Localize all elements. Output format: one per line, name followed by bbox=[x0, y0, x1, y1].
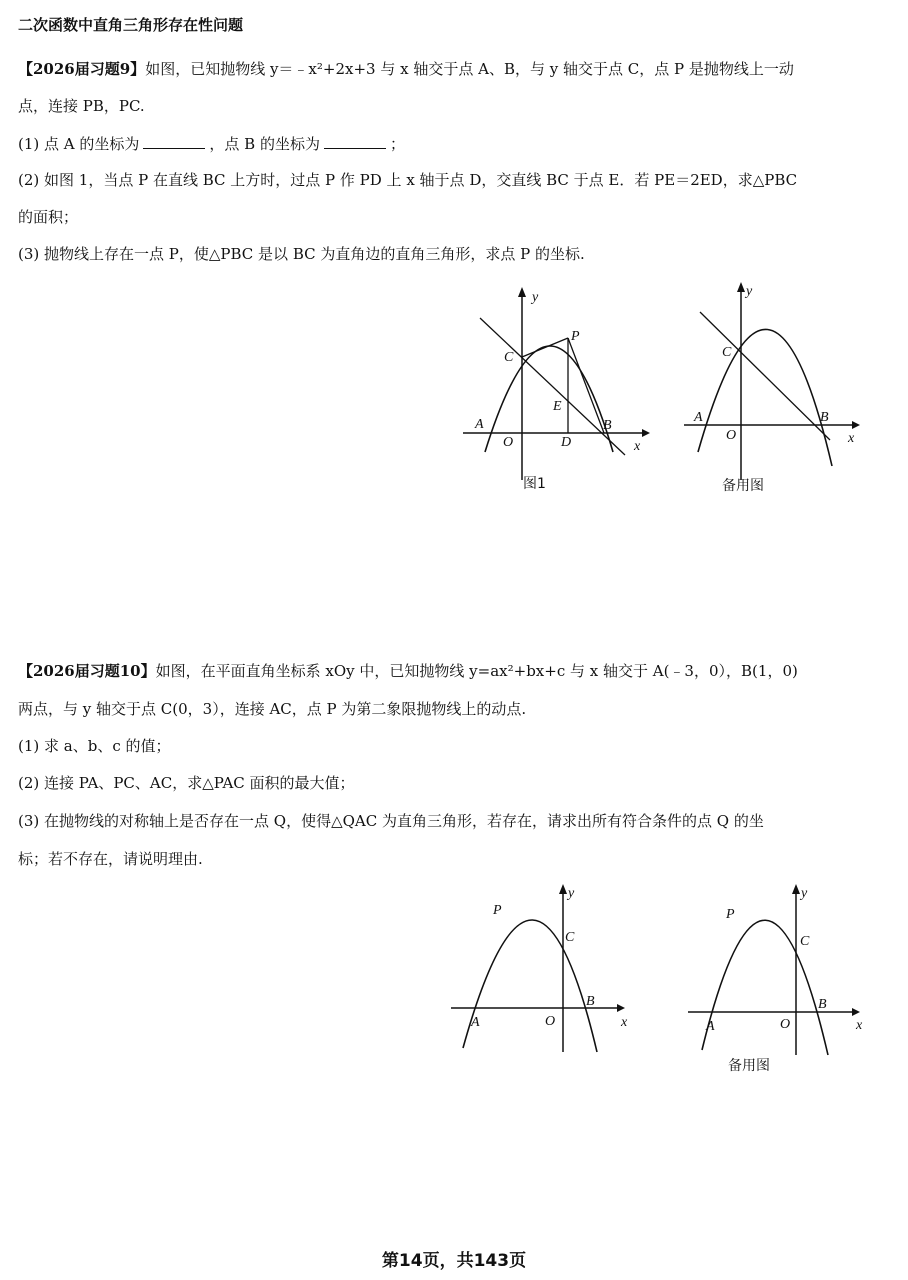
q10-part3-line2: 标；若不存在，请说明理由. bbox=[18, 850, 203, 868]
y-axis-arrow bbox=[792, 884, 800, 894]
label-a: A bbox=[694, 410, 703, 425]
parabola bbox=[698, 329, 832, 466]
answer-blank-a bbox=[143, 134, 205, 149]
q9-figure-1 bbox=[455, 280, 655, 495]
label-b: B bbox=[820, 410, 829, 425]
label-y: y bbox=[532, 290, 539, 305]
label-b: B bbox=[586, 994, 595, 1009]
caption-spare-figure: 备用图 bbox=[722, 478, 764, 494]
parabola bbox=[463, 920, 597, 1052]
line-bc bbox=[480, 318, 625, 455]
page-footer: 第14页，共143页 bbox=[381, 1251, 527, 1271]
label-o: O bbox=[503, 435, 514, 450]
label-y: y bbox=[568, 886, 575, 901]
y-axis-arrow bbox=[518, 287, 526, 297]
label-x: x bbox=[634, 439, 641, 454]
x-axis-arrow bbox=[852, 1008, 860, 1016]
q9-part1-a: (1) 点 A 的坐标为 bbox=[18, 135, 140, 153]
q9-part3: (3) 抛物线上存在一点 P，使△PBC 是以 BC 为直角边的直角三角形，求点 P 的坐标. bbox=[18, 245, 585, 263]
label-x: x bbox=[848, 431, 855, 446]
x-axis-arrow bbox=[852, 421, 860, 429]
q9-tag: 【2026届习题9】 bbox=[18, 60, 146, 78]
q9-line1 bbox=[18, 60, 884, 79]
label-p: P bbox=[726, 907, 735, 922]
label-p: P bbox=[493, 903, 502, 918]
answer-blank-b bbox=[324, 134, 386, 149]
label-c: C bbox=[722, 345, 732, 360]
label-b: B bbox=[603, 418, 612, 433]
q9-part2-line1: (2) 如图 1，当点 P 在直线 BC 上方时，过点 P 作 PD 上 x 轴于点 D，交直线 BC 于点 E．若 PE＝2ED，求△PBC bbox=[18, 171, 798, 189]
label-p: P bbox=[571, 329, 580, 344]
label-o: O bbox=[545, 1014, 556, 1029]
q9-part1-c: ； bbox=[389, 135, 405, 153]
label-a: A bbox=[471, 1015, 480, 1030]
q9-stem-1: 如图，已知抛物线 y＝﹣x²+2x+3 与 x 轴交于点 A、B，与 y 轴交于点 C，点 P 是抛物线上一动 bbox=[145, 60, 794, 78]
q10-part2: (2) 连接 PA、PC、AC，求△PAC 面积的最大值； bbox=[18, 774, 355, 792]
label-a: A bbox=[706, 1019, 715, 1034]
label-y: y bbox=[746, 284, 753, 299]
q10-stem-2: 两点，与 y 轴交于点 C(0，3），连接 AC，点 P 为第二象限抛物线上的动点. bbox=[18, 700, 527, 718]
q9-spare-figure bbox=[680, 280, 880, 495]
page-title: 二次函数中直角三角形存在性问题 bbox=[18, 16, 244, 34]
q9-part1 bbox=[18, 134, 884, 154]
q10-figure bbox=[445, 880, 645, 1060]
q10-line1 bbox=[18, 662, 884, 681]
q9-stem-2: 点，连接 PB，PC. bbox=[18, 97, 145, 115]
label-c: C bbox=[504, 350, 514, 365]
q10-tag: 【2026届习题10】 bbox=[18, 662, 156, 680]
caption-spare-figure: 备用图 bbox=[728, 1058, 770, 1074]
label-c: C bbox=[800, 934, 810, 949]
q9-part1-b: ，点 B 的坐标为 bbox=[209, 135, 320, 153]
label-b: B bbox=[818, 997, 827, 1012]
label-d: D bbox=[561, 435, 572, 450]
label-x: x bbox=[856, 1018, 863, 1033]
q10-part3-line1: (3) 在抛物线的对称轴上是否存在一点 Q，使得△QAC 为直角三角形，若存在，请求出所有符合条件的点 Q 的坐 bbox=[18, 812, 764, 830]
x-axis-arrow bbox=[642, 429, 650, 437]
label-y: y bbox=[801, 886, 808, 901]
label-e: E bbox=[553, 399, 562, 414]
label-o: O bbox=[780, 1017, 791, 1032]
label-o: O bbox=[726, 428, 737, 443]
caption-figure-1: 图1 bbox=[523, 476, 546, 492]
y-axis-arrow bbox=[737, 282, 745, 292]
label-a: A bbox=[475, 417, 484, 432]
segment-pc bbox=[522, 338, 568, 357]
y-axis-arrow bbox=[559, 884, 567, 894]
q9-part2-line2: 的面积； bbox=[18, 208, 79, 226]
label-c: C bbox=[565, 930, 575, 945]
x-axis-arrow bbox=[617, 1004, 625, 1012]
line-bc bbox=[700, 312, 830, 440]
label-x: x bbox=[621, 1015, 628, 1030]
q10-spare-figure bbox=[680, 880, 880, 1080]
q10-part1: (1) 求 a、b、c 的值； bbox=[18, 737, 171, 755]
q10-stem-1: 如图，在平面直角坐标系 xOy 中，已知抛物线 y=ax²+bx+c 与 x 轴交于 A(﹣3，0），B(1，0) bbox=[155, 662, 798, 680]
